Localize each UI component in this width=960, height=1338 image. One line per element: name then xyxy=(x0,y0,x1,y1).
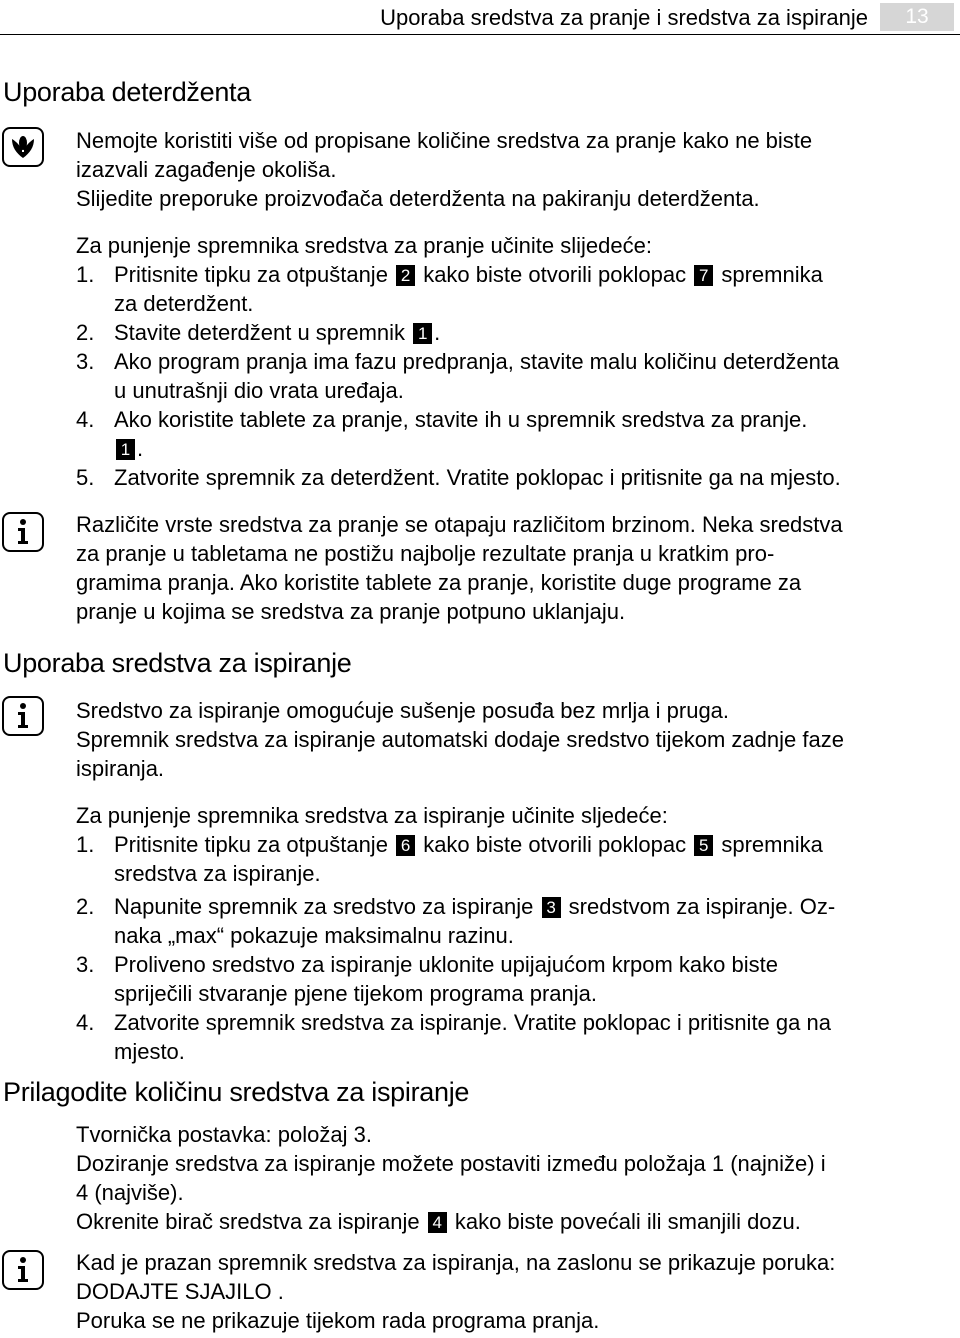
rinse-aid-content: Sredstvo za ispiranje omogućuje sušenje posuđa bez mrlja i pruga. Spremnik sredstva za ispiranje automatski dodaje sredstvo tijekom zadnje faze ispiranja. Za punjenje spremnika sredstva za ispiranje učinite sljedeće: 1. Pritisnite tipku za otpuštanje 6 kako biste otvorili poklopac 5 spremnika sredstva za ispiranje. 2. Napunite spremnik za sredstvo za ispiranje 3 sredstvom za ispiranje. Oz- naka „max“ pokazuje maksimalnu razinu. 3. Proliveno sredstvo za ispiranje uklonite upijajućom krpom kako biste spriječili stvaranje pjene tijekom programa pranja. 4. Zatvorite spremnik sredstva za ispiranje. Vratite poklopac i pritisnite ga na mjesto. xyxy=(76,696,956,1066)
rinse-aid-intro: Za punjenje spremnika sredstva za ispiranje učinite sljedeće: xyxy=(76,803,668,828)
adjust-content: Tvornička postavka: položaj 3. Doziranje sredstva za ispiranje možete postaviti između položaja 1 (najniže) i 4 (najviše). Okrenite birač sredstva za ispiranje 4 kako biste povećali ili smanjili dozu. xyxy=(76,1122,826,1234)
info-icon xyxy=(2,512,44,552)
rinse-aid-steps xyxy=(76,830,956,1066)
item-badge: 6 xyxy=(396,835,415,856)
item-badge: 7 xyxy=(694,265,713,286)
list-item: 1. Pritisnite tipku za otpuštanje 6 kako biste otvorili poklopac 5 spremnika sredstva za ispiranje. xyxy=(76,832,823,886)
section-title-adjust-rinse-aid: Prilagodite količinu sredstva za ispiranje xyxy=(3,1077,470,1107)
detergent-info: Različite vrste sredstva za pranje se otapaju različitom brzinom. Neka sredstva za pranje u tabletama ne postižu najbolje rezultate pranja u kratkim pro- gramima pranja. Ako koristite tablete za pranje, koristite duge programe za pranje u kojima se sredstva za pranje potpuno uklanjaju. xyxy=(76,512,843,624)
item-badge: 4 xyxy=(428,1212,447,1233)
info-icon xyxy=(2,696,44,736)
list-item: 5. Zatvorite spremnik za deterdžent. Vratite poklopac i pritisnite ga na mjesto. xyxy=(76,465,841,490)
rinse-aid-empty-info: Kad je prazan spremnik sredstva za ispiranja, na zaslonu se prikazuje poruka: DODAJTE SJAJILO . Poruka se ne prikazuje tijekom rada programa pranja. xyxy=(76,1250,836,1333)
list-item: 2. Napunite spremnik za sredstvo za ispiranje 3 sredstvom za ispiranje. Oz- naka „max“ pokazuje maksimalnu razinu. xyxy=(76,894,836,948)
item-badge: 1 xyxy=(116,439,135,460)
item-badge: 2 xyxy=(396,265,415,286)
environment-note: Nemojte koristiti više od propisane količine sredstva za pranje kako ne biste izazvali zagađenje okoliša. Slijedite preporuke proizvođača deterdženta na pakiranju deterdženta. Za punjenje spremnika sredstva za pranje učinite slijedeće: 1. Pritisnite tipku za otpuštanje 2 kako biste otvorili poklopac 7 spremnika za deterdžent. 2. Stavite deterdžent u spremnik 1 . 3. Ako program pranja ima fazu predpranja, stavite malu količinu deterdženta u unutrašnji dio vrata uređaja. 4. Ako koristite tablete za pranje, stavite ih u spremnik sredstva za pranje. 1 . 5. Zatvorite spremnik za deterdžent. Vratite poklopac i pritisnite ga na mjesto. xyxy=(76,126,956,492)
item-badge: 3 xyxy=(542,897,561,918)
list-item: 2. Stavite deterdžent u spremnik 1 . xyxy=(76,320,441,345)
header-title: Uporaba sredstva za pranje i sredstva za ispiranje xyxy=(380,5,868,30)
list-item: 4. Ako koristite tablete za pranje, stavite ih u spremnik sredstva za pranje. 1 . xyxy=(76,407,808,461)
info-icon xyxy=(2,1250,44,1290)
list-item: 1. Pritisnite tipku za otpuštanje 2 kako biste otvorili poklopac 7 spremnika za deterdžent. xyxy=(76,262,823,316)
detergent-steps xyxy=(76,260,956,492)
detergent-intro: Za punjenje spremnika sredstva za pranje učinite slijedeće: xyxy=(76,233,652,258)
section-title-rinse-aid: Uporaba sredstva za ispiranje xyxy=(3,648,352,678)
list-item: 3. Proliveno sredstvo za ispiranje uklonite upijajućom krpom kako biste spriječili stvaranje pjene tijekom programa pranja. xyxy=(76,952,778,1006)
section-title-detergent: Uporaba deterdženta xyxy=(3,77,251,107)
list-item: 4. Zatvorite spremnik sredstva za ispiranje. Vratite poklopac i pritisnite ga na mjesto. xyxy=(76,1010,831,1064)
page-header xyxy=(0,0,960,35)
item-badge: 5 xyxy=(694,835,713,856)
environment-icon xyxy=(2,127,44,167)
list-item: 3. Ako program pranja ima fazu predpranja, stavite malu količinu deterdženta u unutrašnji dio vrata uređaja. xyxy=(76,349,840,403)
page-number: 13 xyxy=(880,3,954,31)
item-badge: 1 xyxy=(413,323,432,344)
